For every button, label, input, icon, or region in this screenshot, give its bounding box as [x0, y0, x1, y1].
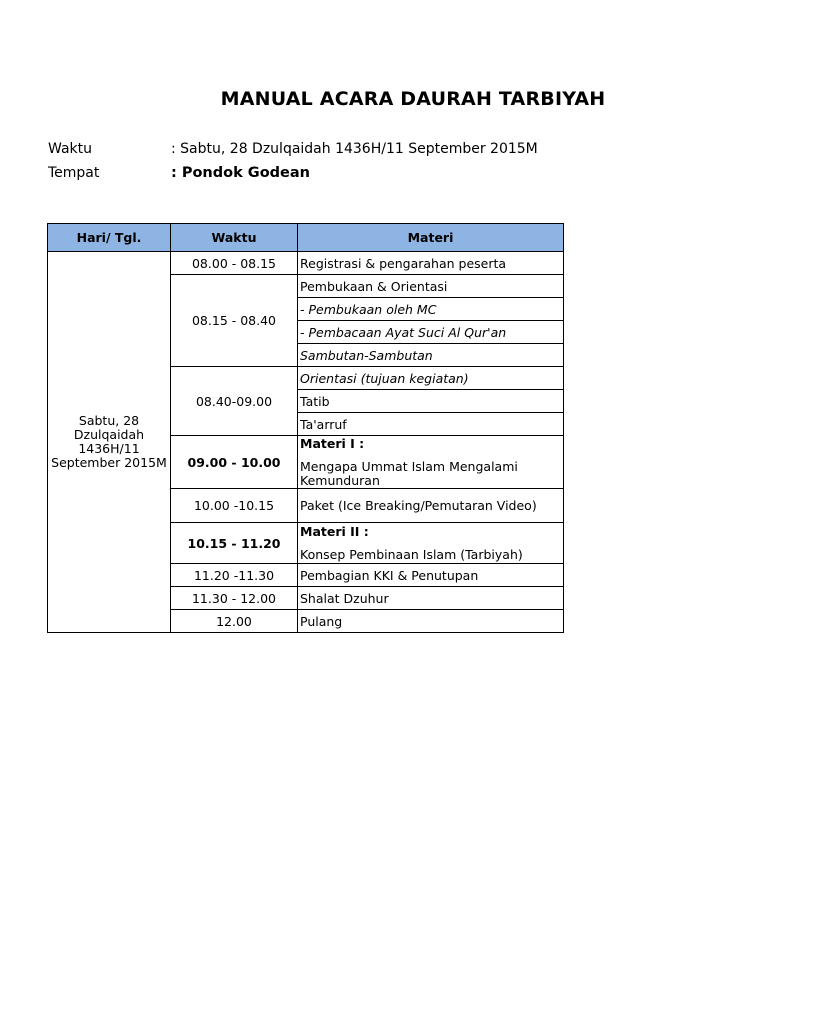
materi-cell: Shalat Dzuhur — [298, 587, 564, 610]
materi-cell: Paket (Ice Breaking/Pemutaran Video) — [298, 489, 564, 523]
materi-cell — [298, 436, 564, 489]
time-cell: 10.00 -10.15 — [171, 489, 298, 523]
time-cell: 08.40-09.00 — [171, 367, 298, 436]
hari-line: Dzulqaidah — [73, 427, 145, 442]
time-cell: 08.15 - 08.40 — [171, 275, 298, 367]
hari-line: Sabtu, 28 — [78, 413, 140, 428]
materi-cell: - Pembacaan Ayat Suci Al Qur'an — [298, 321, 564, 344]
header-hari: Hari/ Tgl. — [48, 224, 171, 252]
materi-heading: Materi I : — [300, 435, 365, 451]
time-cell: 12.00 — [171, 610, 298, 633]
hari-line: 1436H/11 — [78, 441, 140, 456]
materi-cell: Orientasi (tujuan kegiatan) — [298, 367, 564, 390]
materi-cell: Tatib — [298, 390, 564, 413]
materi-cell: Pulang — [298, 610, 564, 633]
materi-cell — [298, 523, 564, 564]
header-materi: Materi — [298, 224, 564, 252]
waktu-label: Waktu — [48, 141, 92, 157]
materi-text: Mengapa Ummat Islam Mengalami — [300, 458, 518, 474]
materi-cell: Registrasi & pengarahan peserta — [298, 252, 564, 275]
table-row — [48, 252, 564, 275]
schedule-table — [47, 223, 564, 633]
page-title: MANUAL ACARA DAURAH TARBIYAH — [220, 88, 606, 110]
materi-cell: Pembukaan & Orientasi — [298, 275, 564, 298]
waktu-value: : Sabtu, 28 Dzulqaidah 1436H/11 September 2015M — [171, 141, 538, 157]
materi-cell: Pembagian KKI & Penutupan — [298, 564, 564, 587]
hari-cell — [48, 252, 171, 633]
header-waktu: Waktu — [171, 224, 298, 252]
materi-cell: Ta'arruf — [298, 413, 564, 436]
table-header-row — [48, 224, 564, 252]
time-cell: 11.20 -11.30 — [171, 564, 298, 587]
hari-line: September 2015M — [51, 455, 167, 470]
time-cell: 10.15 - 11.20 — [171, 523, 298, 564]
time-cell: 08.00 - 08.15 — [171, 252, 298, 275]
materi-text: Kemunduran — [300, 472, 380, 488]
materi-cell: - Pembukaan oleh MC — [298, 298, 564, 321]
title-clip — [0, 0, 606, 130]
time-cell: 11.30 - 12.00 — [171, 587, 298, 610]
materi-text: Konsep Pembinaan Islam (Tarbiyah) — [300, 546, 523, 562]
tempat-label: Tempat — [48, 165, 100, 181]
time-cell: 09.00 - 10.00 — [171, 436, 298, 489]
tempat-value: : Pondok Godean — [171, 165, 310, 181]
materi-heading: Materi II : — [300, 523, 369, 539]
materi-cell: Sambutan-Sambutan — [298, 344, 564, 367]
